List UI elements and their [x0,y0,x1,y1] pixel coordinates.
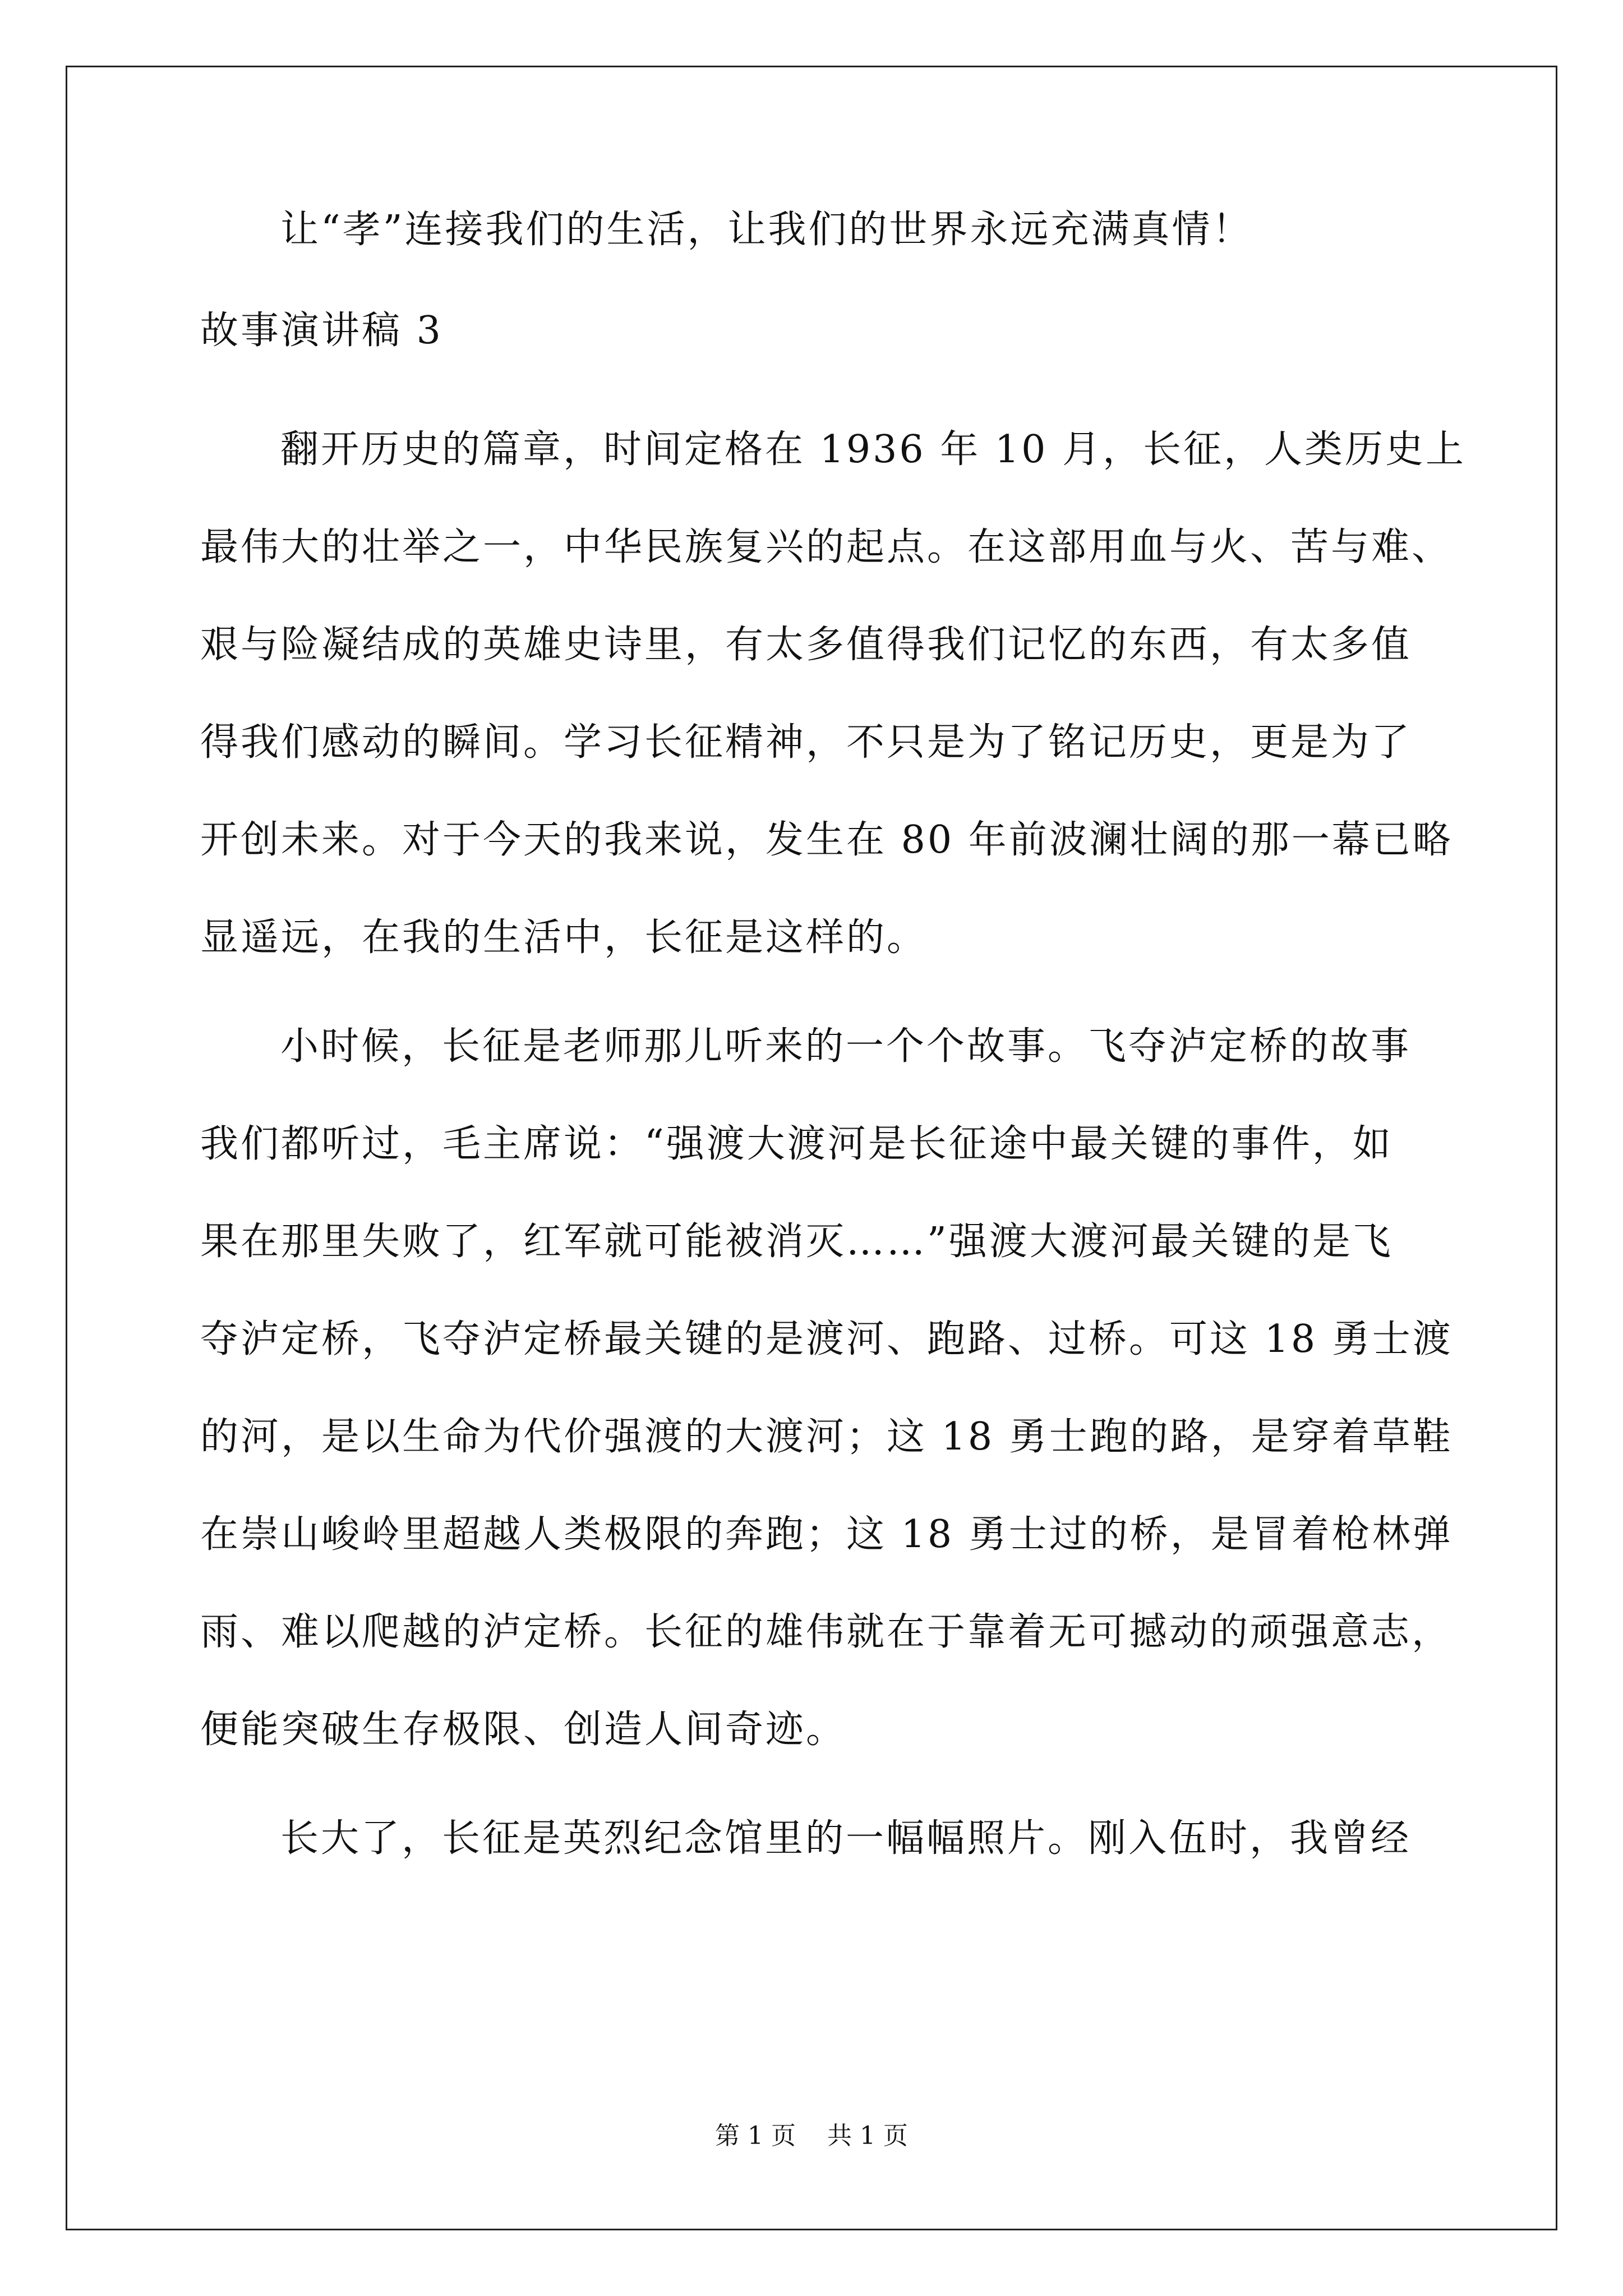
paragraph-3-line-1: 长大了，长征是英烈纪念馆里的一幅幅照片。刚入伍时，我曾经 [280,1816,1412,1861]
paragraph-2-line-7: 雨、难以爬越的泸定桥。长征的雄伟就在于靠着无可撼动的顽强意志， [200,1610,1453,1654]
paragraph-2-line-2: 我们都听过，毛主席说：“强渡大渡河是长征途中最关键的事件，如 [200,1122,1393,1166]
paragraph-1-line-6: 显遥远，在我的生活中，长征是这样的。 [200,915,928,960]
closing-line: 让“孝”连接我们的生活，让我们的世界永远充满真情！ [280,208,1253,252]
paragraph-1-line-3: 艰与险凝结成的英雄史诗里，有太多值得我们记忆的东西，有太多值 [200,623,1412,667]
paragraph-2-line-5: 的河，是以生命为代价强渡的大渡河；这 18 勇士跑的路，是穿着草鞋 [200,1415,1453,1459]
paragraph-2-line-4: 夺泸定桥，飞夺泸定桥最关键的是渡河、跑路、过桥。可这 18 勇士渡 [200,1317,1453,1361]
paragraph-1-line-5: 开创未来。对于今天的我来说，发生在 80 年前波澜壮阔的那一幕已略 [200,818,1453,862]
paragraph-2-line-1: 小时候，长征是老师那儿听来的一个个故事。飞夺泸定桥的故事 [280,1024,1412,1069]
paragraph-1-line-1: 翻开历史的篇章，时间定格在 1936 年 10 月，长征，人类历史上 [280,427,1467,472]
paragraph-2-line-3: 果在那里失败了，红军就可能被消灭……”强渡大渡河最关键的是飞 [200,1220,1393,1264]
paragraph-2-line-8: 便能突破生存极限、创造人间奇迹。 [200,1708,847,1752]
paragraph-1-line-2: 最伟大的壮举之一，中华民族复兴的起点。在这部用血与火、苦与难、 [200,525,1453,569]
paragraph-1-line-4: 得我们感动的瞬间。学习长征精神，不只是为了铭记历史，更是为了 [200,720,1412,765]
page-number-footer: 第 1 页 共 1 页 [715,2122,908,2150]
paragraph-2-line-6: 在崇山峻岭里超越人类极限的奔跑；这 18 勇士过的桥，是冒着枪林弹 [200,1512,1453,1557]
section-heading: 故事演讲稿 3 [200,309,443,353]
